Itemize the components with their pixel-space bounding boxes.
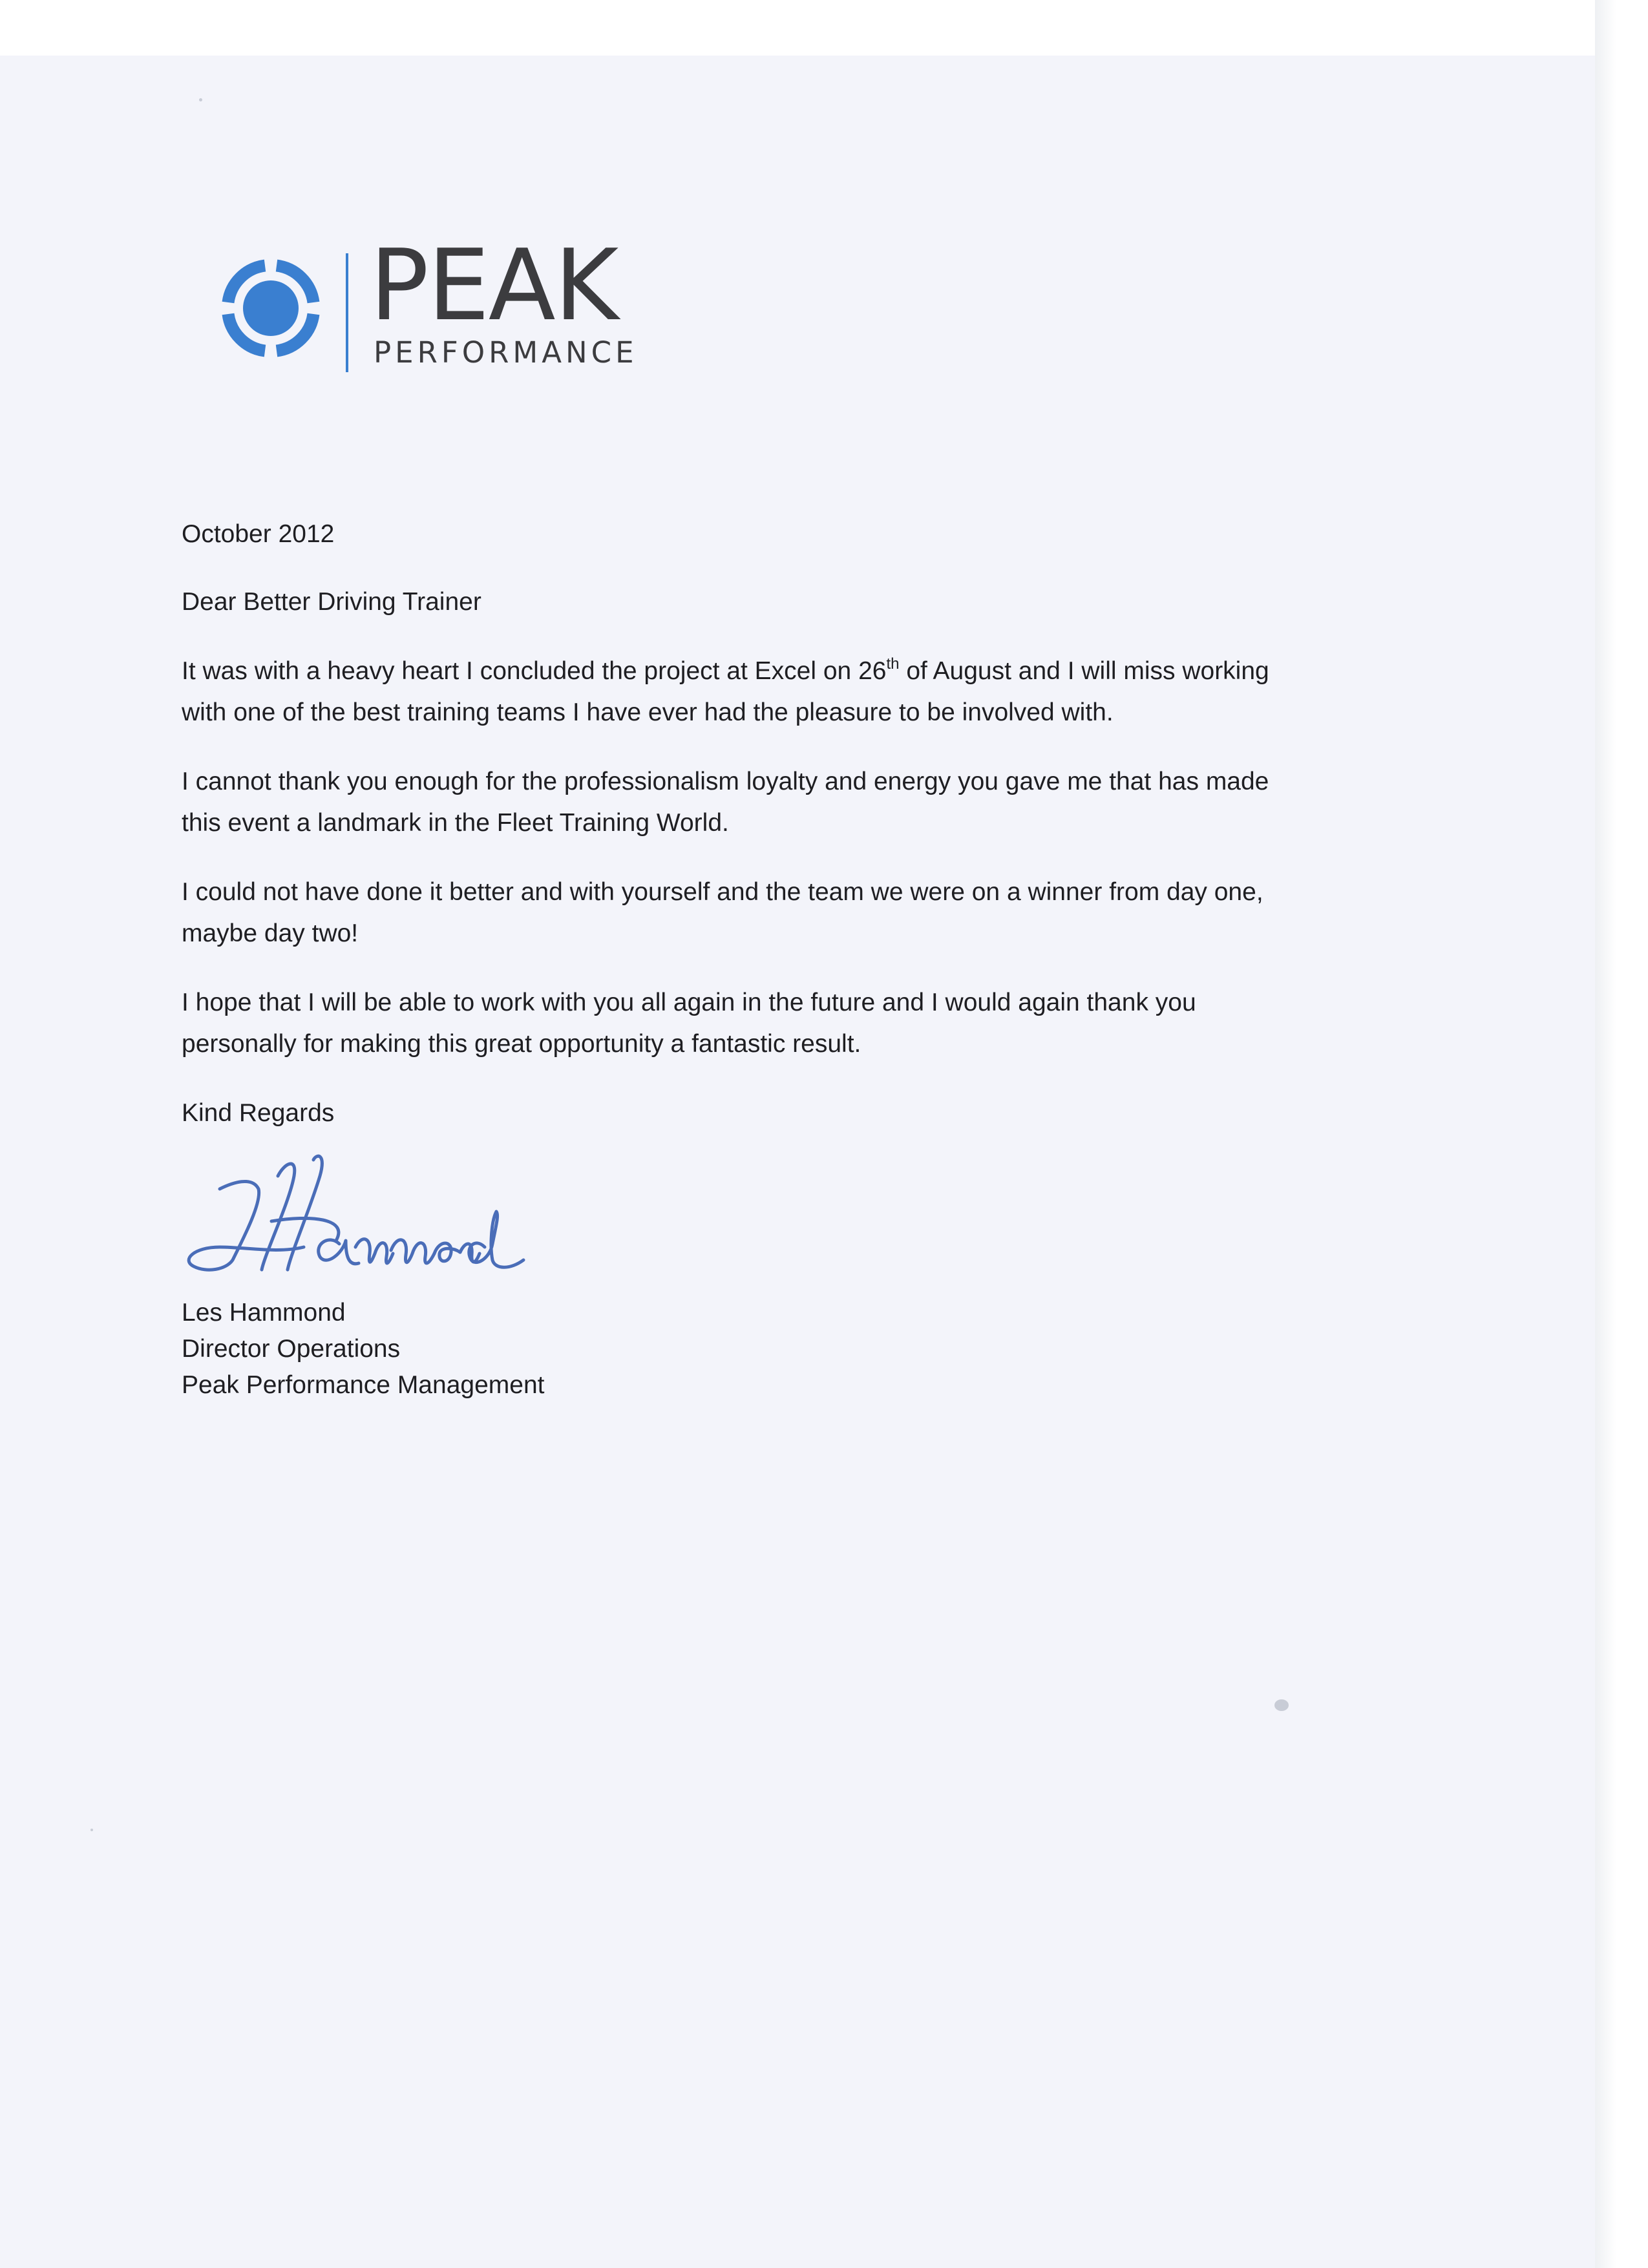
- target-circle-icon: [216, 253, 326, 363]
- paragraph-4: [182, 982, 1196, 1065]
- paragraph-2: [182, 761, 1269, 844]
- signoff-block: [182, 1295, 544, 1403]
- company-logo: [216, 228, 638, 376]
- paragraph-3: [182, 872, 1263, 954]
- paragraph-text: of August and I will miss working: [899, 657, 1269, 685]
- paragraph-line: I could not have done it better and with yourself and the team we were on a winner from day one,: [182, 878, 1263, 906]
- paragraph-line: I hope that I will be able to work with you all again in the future and I would again thank you: [182, 989, 1196, 1016]
- handwritten-signature: [181, 1150, 569, 1292]
- signer-company: Peak Performance Management: [182, 1371, 545, 1399]
- paragraph-line: I cannot thank you enough for the professionalism loyalty and energy you gave me that has made: [182, 768, 1269, 795]
- signer-title: Director Operations: [182, 1335, 401, 1363]
- paragraph-line: personally for making this great opportunity a fantastic result.: [182, 1030, 861, 1058]
- paragraph-line: with one of the best training teams I have ever had the pleasure to be involved with.: [182, 698, 1114, 726]
- scan-speck: [199, 98, 202, 101]
- closing: Kind Regards: [182, 1099, 335, 1127]
- logo-divider: [346, 253, 348, 372]
- scan-margin-top: [0, 0, 1648, 56]
- salutation: Dear Better Driving Trainer: [182, 588, 481, 616]
- paragraph-1: [182, 651, 1269, 733]
- scan-speck: [90, 1829, 93, 1831]
- letter-date: October 2012: [182, 520, 335, 548]
- scan-margin-right: [1595, 0, 1648, 2268]
- logo-wordmark: PEAK: [370, 228, 618, 342]
- logo-tagline: PERFORMANCE: [374, 335, 638, 370]
- signer-name: Les Hammond: [182, 1299, 346, 1327]
- paragraph-line: maybe day two!: [182, 919, 359, 947]
- scan-speck: [1274, 1699, 1289, 1711]
- paragraph-line: [182, 651, 1269, 692]
- paragraph-line: this event a landmark in the Fleet Training World.: [182, 809, 729, 837]
- ordinal-suffix: th: [886, 655, 900, 673]
- paragraph-text: It was with a heavy heart I concluded the project at Excel on 26: [182, 657, 887, 685]
